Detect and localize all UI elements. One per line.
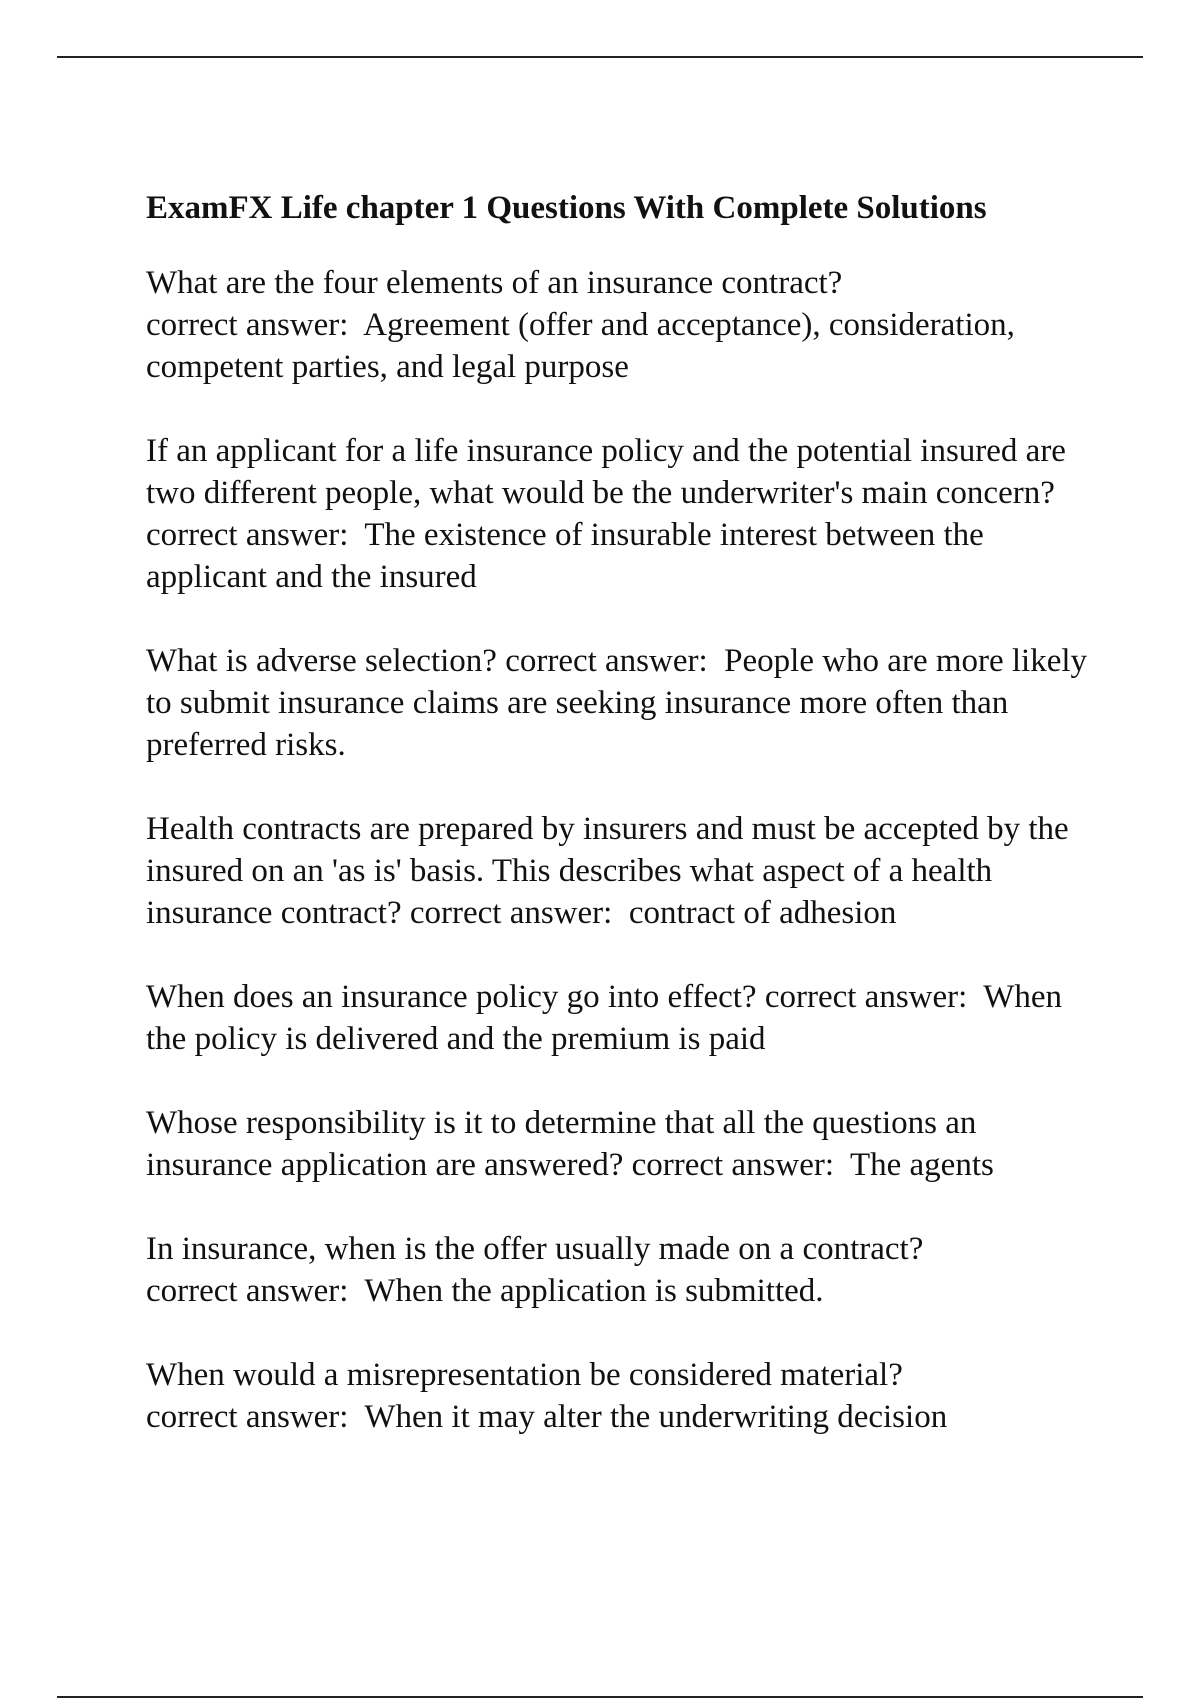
answer-text: When the policy is delivered and the premium is paid: [146, 979, 1063, 1057]
answer-label: correct answer:: [146, 517, 365, 553]
question-text: When does an insurance policy go into effect?: [146, 979, 757, 1015]
question-text: If an applicant for a life insurance policy and the potential insured are two different people, what would be the underwriter's main concern?: [146, 433, 1066, 511]
question-text: When would a misrepresentation be considered material?: [146, 1357, 903, 1393]
bottom-divider: [57, 1696, 1143, 1698]
top-divider: [57, 56, 1143, 58]
answer-text: The existence of insurable interest between the applicant and the insured: [146, 517, 984, 595]
answer-label: correct answer:: [409, 895, 629, 931]
answer-text: When the application is submitted.: [364, 1273, 824, 1309]
question-text: Health contracts are prepared by insurers and must be accepted by the insured on an 'as is' basis. This describes what aspect of a health insurance contract?: [146, 811, 1069, 931]
answer-text: Agreement (offer and acceptance), consideration, competent parties, and legal purpose: [146, 307, 1015, 385]
answer-label: correct answer:: [146, 1399, 365, 1435]
answer-label: correct answer:: [631, 1147, 850, 1183]
document-body: [146, 187, 1106, 1480]
answer-label: correct answer:: [505, 643, 725, 679]
answer-label: correct answer:: [764, 979, 984, 1015]
qa-item-6: [146, 1102, 1106, 1186]
qa-item-1: [146, 262, 1106, 388]
question-text: What are the four elements of an insurance contract?: [146, 265, 843, 301]
question-text: What is adverse selection?: [146, 643, 497, 679]
qa-item-3: [146, 640, 1106, 766]
qa-item-4: [146, 808, 1106, 934]
answer-text: When it may alter the underwriting decision: [364, 1399, 948, 1435]
answer-label: correct answer:: [146, 307, 364, 343]
qa-item-5: [146, 976, 1106, 1060]
qa-item-7: [146, 1228, 1106, 1312]
answer-text: People who are more likely to submit insurance claims are seeking insurance more often than preferred risks.: [146, 643, 1088, 763]
question-text: In insurance, when is the offer usually made on a contract?: [146, 1231, 924, 1267]
answer-text: contract of adhesion: [628, 895, 897, 931]
qa-item-2: [146, 430, 1106, 598]
answer-label: correct answer:: [146, 1273, 365, 1309]
question-text: Whose responsibility is it to determine that all the questions an insurance application are answered?: [146, 1105, 977, 1183]
answer-text: The agents: [849, 1147, 994, 1183]
qa-item-8: [146, 1354, 1106, 1438]
document-title: ExamFX Life chapter 1 Questions With Complete Solutions: [146, 190, 987, 226]
